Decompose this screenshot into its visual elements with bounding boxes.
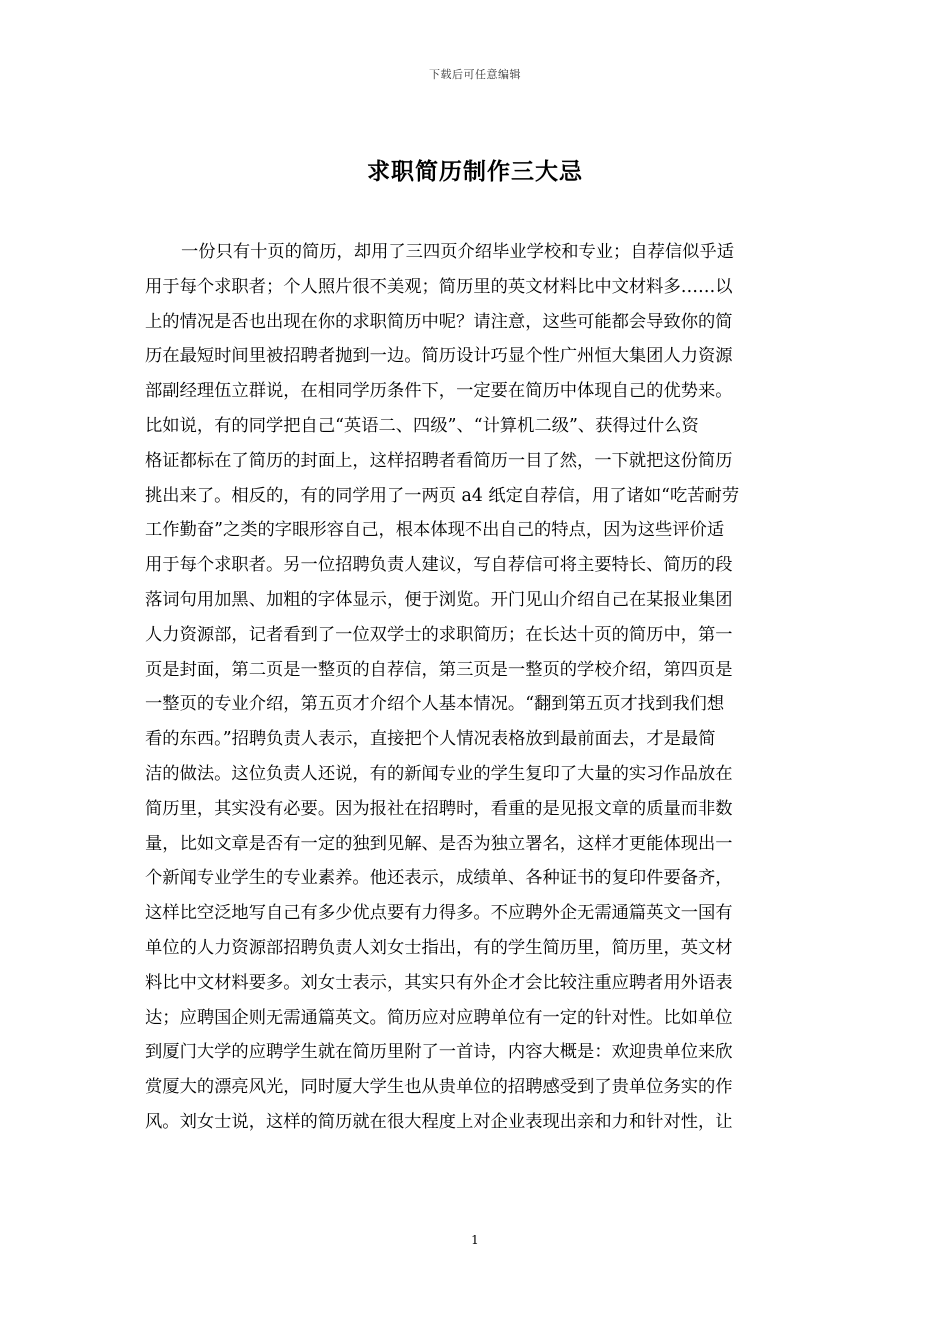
paragraph-line: 这样比空泛地写自己有多少优点要有力得多。不应聘外企无需通篇英文一国有 [145, 903, 733, 924]
paragraph-line: 历在最短时间里被招聘者抛到一边。简历设计巧显个性广州恒大集团人力资源 [145, 346, 733, 367]
paragraph-line: 单位的人力资源部招聘负责人刘女士指出，有的学生简历里，简历里，英文材 [145, 937, 733, 958]
paragraph-line: 达；应聘国企则无需通篇英文。简历应对应聘单位有一定的针对性。比如单位 [145, 1007, 733, 1028]
paragraph-line: 部副经理伍立群说，在相同学历条件下，一定要在简历中体现自己的优势来。 [145, 381, 733, 402]
paragraph-line: 用于每个求职者。另一位招聘负责人建议，写自荐信可将主要特长、简历的段 [145, 555, 733, 576]
paragraph-line: 落词句用加黑、加粗的字体显示，便于浏览。开门见山介绍自己在某报业集团 [145, 589, 733, 610]
paragraph-line: 挑出来了。相反的，有的同学用了一两页 a4 纸定自荐信，用了诸如“吃苦耐劳 [145, 485, 740, 506]
paragraph-line: 量，比如文章是否有一定的独到见解、是否为独立署名，这样才更能体现出一 [145, 833, 733, 854]
paragraph-line: 一整页的专业介绍，第五页才介绍个人基本情况。“翻到第五页才找到我们想 [145, 694, 725, 715]
header-note: 下载后可任意编辑 [429, 68, 521, 81]
paragraph-line: 一份只有十页的简历，却用了三四页介绍毕业学校和专业；自荐信似乎适 [181, 242, 735, 262]
body-paragraph [145, 235, 807, 1140]
paragraph-line: 风。刘女士说，这样的简历就在很大程度上对企业表现出亲和力和针对性，让 [145, 1111, 733, 1132]
paragraph-line: 到厦门大学的应聘学生就在简历里附了一首诗，内容大概是：欢迎贵单位来欣 [145, 1042, 733, 1063]
paragraph-line: 料比中文材料要多。刘女士表示，其实只有外企才会比较注重应聘者用外语表 [145, 972, 733, 993]
paragraph-line: 用于每个求职者；个人照片很不美观；简历里的英文材料比中文材料多……以 [145, 276, 733, 297]
paragraph-line: 人力资源部，记者看到了一位双学士的求职简历；在长达十页的简历中，第一 [145, 624, 733, 645]
paragraph-line: 个新闻专业学生的专业素养。他还表示，成绩单、各种证书的复印件要备齐， [145, 868, 733, 889]
paragraph-line: 看的东西。”招聘负责人表示，直接把个人情况表格放到最前面去，才是最简 [145, 729, 716, 750]
document-title: 求职简历制作三大忌 [367, 158, 583, 185]
paragraph-line: 比如说，有的同学把自己“英语二、四级”、“计算机二级”、获得过什么资 [145, 415, 699, 436]
paragraph-line: 简历里，其实没有必要。因为报社在招聘时，看重的是见报文章的质量而非数 [145, 798, 733, 819]
paragraph-line: 上的情况是否也出现在你的求职简历中呢？请注意，这些可能都会导致你的简 [145, 311, 733, 332]
paragraph-line: 赏厦大的漂亮风光，同时厦大学生也从贵单位的招聘感受到了贵单位务实的作 [145, 1077, 733, 1098]
page-number: 1 [471, 1233, 479, 1247]
paragraph-line: 洁的做法。这位负责人还说，有的新闻专业的学生复印了大量的实习作品放在 [145, 763, 733, 784]
paragraph-line: 格证都标在了简历的封面上，这样招聘者看简历一目了然，一下就把这份简历 [145, 450, 733, 471]
paragraph-line: 工作勤奋”之类的字眼形容自己，根本体现不出自己的特点，因为这些评价适 [145, 520, 725, 541]
paragraph-line: 页是封面，第二页是一整页的自荐信，第三页是一整页的学校介绍，第四页是 [145, 659, 733, 680]
